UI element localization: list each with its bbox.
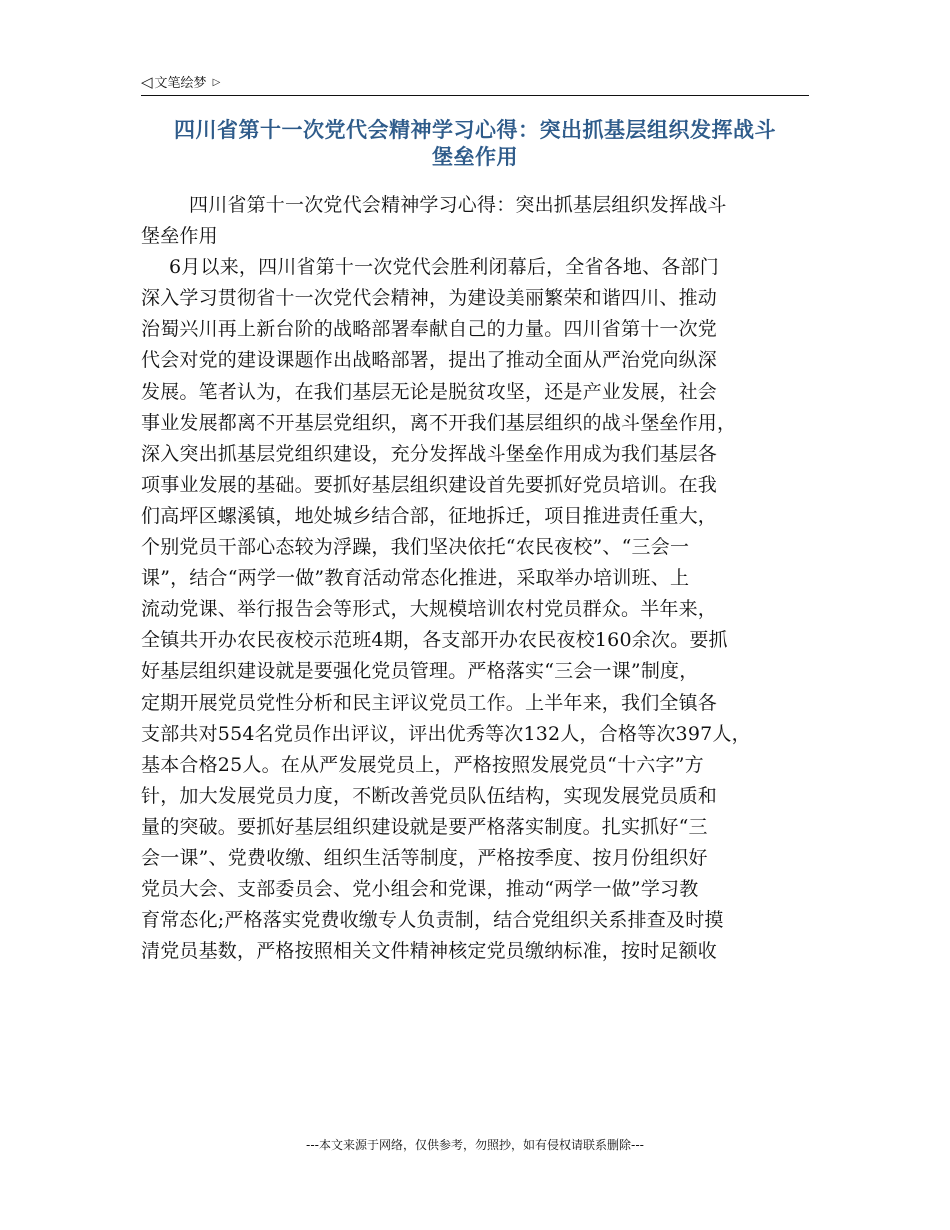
body-line: 流动党课、举行报告会等形式，大规模培训农村党员群众。半年来， <box>141 598 718 621</box>
body-line: 事业发展都离不开基层党组织，离不开我们基层组织的战斗堡垒作用， <box>141 411 737 434</box>
body-line: 6月以来，四川省第十一次党代会胜利闭幕后，全省各地、各部门 <box>169 256 719 279</box>
body-line: 基本合格25人。在从严发展党员上，严格按照发展党员“十六字”方 <box>141 753 704 776</box>
footer-notice: ---本文来源于网络，仅供参考，勿照抄，如有侵权请联系删除--- <box>306 1138 644 1152</box>
body-line: 堡垒作用 <box>141 225 218 248</box>
body-line: 深入学习贯彻省十一次党代会精神，为建设美丽繁荣和谐四川、推动 <box>141 287 718 310</box>
body-line: 党员大会、支部委员会、党小组会和党课，推动“两学一做”学习教 <box>141 878 699 901</box>
body-line: 支部共对554名党员作出评议，评出优秀等次132人，合格等次397人， <box>141 722 751 745</box>
brand-name: 文笔绘梦 <box>154 76 207 91</box>
body-line: 课”，结合“两学一做”教育活动常态化推进，采取举办培训班、上 <box>141 567 690 590</box>
body-line: 针，加大发展党员力度，不断改善党员队伍结构，实现发展党员质和 <box>141 784 718 807</box>
body-line: 四川省第十一次党代会精神学习心得：突出抓基层组织发挥战斗 <box>189 194 727 216</box>
body-line: 量的突破。要抓好基层组织建设就是要严格落实制度。扎实抓好“三 <box>141 815 708 838</box>
title-line-2: 堡垒作用 <box>432 144 518 169</box>
body-line: 会一课”、党费收缴、组织生活等制度，严格按季度、按月份组织好 <box>141 846 708 869</box>
body-line: 代会对党的建设课题作出战略部署，提出了推动全面从严治党向纵深 <box>141 349 718 372</box>
title-line-1: 四川省第十一次党代会精神学习心得：突出抓基层组织发挥战斗 <box>174 117 776 142</box>
body-line: 治蜀兴川再上新台阶的战略部署奉献自己的力量。四川省第十一次党 <box>141 318 718 341</box>
body-line: 好基层组织建设就是要强化党员管理。严格落实“三会一课”制度， <box>141 660 699 683</box>
body-text <box>141 190 809 967</box>
body-line: 项事业发展的基础。要抓好基层组织建设首先要抓好党员培训。在我 <box>141 473 718 496</box>
body-line: 定期开展党员党性分析和民主评议党员工作。上半年来，我们全镇各 <box>141 691 718 714</box>
body-line: 深入突出抓基层党组织建设，充分发挥战斗堡垒作用成为我们基层各 <box>141 442 718 465</box>
body-line: 清党员基数，严格按照相关文件精神核定党员缴纳标准，按时足额收 <box>141 940 718 963</box>
brand <box>141 72 220 94</box>
body-line: 育常态化;严格落实党费收缴专人负责制，结合党组织关系排查及时摸 <box>141 909 724 932</box>
left-triangle-icon: ◁ <box>141 73 153 91</box>
document-title <box>141 116 809 170</box>
page-header <box>141 72 809 94</box>
body-line: 全镇共开办农民夜校示范班4期，各支部开办农民夜校160余次。要抓 <box>141 629 728 652</box>
body-line: 发展。笔者认为，在我们基层无论是脱贫攻坚，还是产业发展，社会 <box>141 380 718 403</box>
header-divider <box>141 95 809 96</box>
body-line: 个别党员干部心态较为浮躁，我们坚决依托“农民夜校”、“三会一 <box>141 536 690 559</box>
body-line: 们高坪区螺溪镇，地处城乡结合部，征地拆迁，项目推进责任重大， <box>141 504 718 527</box>
right-triangle-icon: ▷ <box>212 77 221 88</box>
